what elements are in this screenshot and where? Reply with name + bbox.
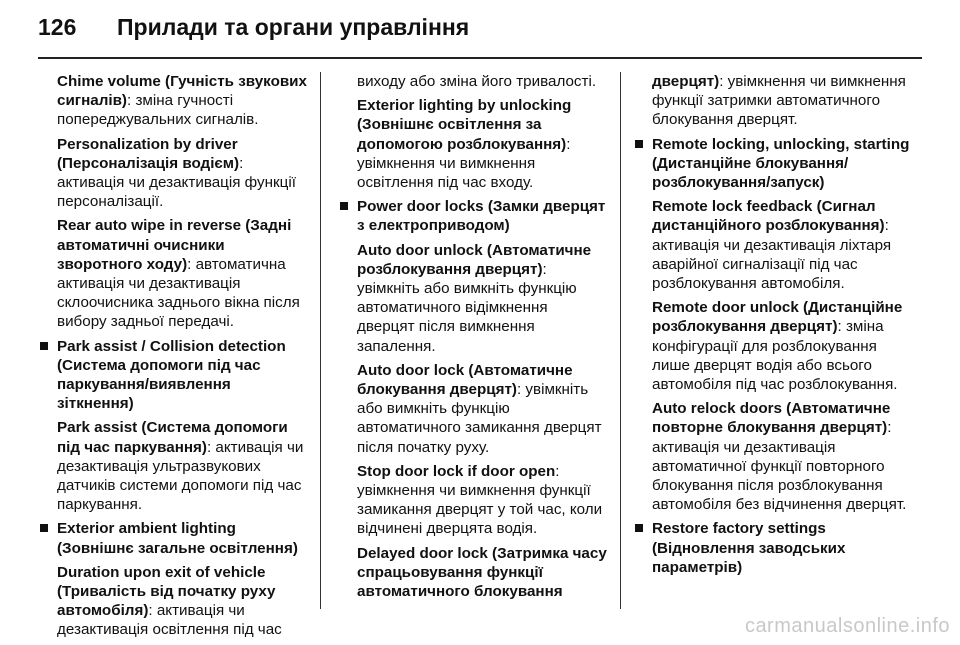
section-heading-text: Remote locking, unlocking, starting (Дистанційне блокування/розблокування/запуск) [652,135,910,192]
bullet-square-icon [635,524,643,532]
setting-entry [652,72,912,130]
setting-entry [357,544,609,602]
setting-description: : зміна конфігурації для розблокування лише дверцят водія або всього автомобіля під час розблокування. [652,318,898,394]
setting-entry [57,418,309,514]
setting-description: : автоматична активація чи дезактивація склоочисника заднього вікна після вибору задньої передачі. [57,255,300,331]
setting-entry [357,72,609,91]
page-header [0,0,960,56]
setting-name: дверцят) [652,73,720,90]
setting-entry [357,241,609,356]
text-column-3 [652,72,912,582]
setting-description: : увімкнення чи вимкнення функції замикання дверцят у той час, коли відчинені дверцята водія. [357,462,603,538]
section-heading [357,197,609,235]
setting-name: Park assist (Система допомоги під час паркування) [57,419,288,456]
setting-name: Rear auto wipe in reverse (Задні автоматичні очисники зворотного ходу) [57,217,292,273]
setting-name: Auto relock doors (Автоматичне повторне блокування дверцят) [652,400,891,437]
watermark: carmanualsonline.info [744,615,950,637]
setting-name: Stop door lock if door open [357,462,556,480]
setting-name: Remote lock feedback (Сигнал дистанційного розблокування) [652,198,885,235]
header-rule [38,57,922,59]
bullet-square-icon [40,342,48,350]
bullet-square-icon [40,524,48,532]
text-column-2 [357,72,609,606]
setting-description: виходу або зміна його тривалості. [357,73,597,90]
setting-description: : активація чи дезактивація освітлення під час [57,602,282,639]
bullet-square-icon [340,202,348,210]
setting-name: Duration upon exit of vehicle (Тривалість від початку руху автомобіля) [57,563,276,620]
setting-name: Delayed door lock (Затримка часу спрацьовування функції автоматичного блокування [357,544,607,601]
setting-description: : зміна гучності попереджувальних сигналів. [57,92,259,129]
setting-entry [652,399,912,514]
setting-entry [357,96,609,192]
setting-entry [57,216,309,331]
bullet-square-icon [635,140,643,148]
section-heading [57,519,309,557]
setting-name: Auto door lock (Автоматичне блокування дверцят) [357,361,573,399]
section-heading [57,337,309,414]
setting-description: : увімкніть або вимкніть функцію автоматичного відімкнення дверцят після вимкнення запалення. [357,260,577,355]
setting-entry [357,361,609,457]
section-heading-text: Power door locks (Замки дверцят з електроприводом) [357,198,606,235]
section-heading-text: Exterior ambient lighting (Зовнішнє загальне освітлення) [57,520,298,557]
setting-name: Auto door unlock (Автоматичне розблокування дверцят) [357,241,592,278]
column-divider [320,72,321,609]
setting-name: Personalization by driver (Персоналізація водієм) [57,135,240,172]
setting-description: : активація чи дезактивація функції персоналізації. [57,154,296,211]
setting-entry [57,72,309,130]
setting-entry [57,563,309,640]
setting-name: Chime volume (Гучність звукових сигналів) [57,73,307,110]
setting-description: : активація чи дезактивація ультразвукових датчиків системи допомоги під час паркування. [57,438,304,514]
column-divider [620,72,621,609]
setting-description: : увімкнення чи вимкнення освітлення під час входу. [357,135,571,192]
section-heading [652,519,912,577]
setting-name: Exterior lighting by unlocking (Зовнішнє освітлення за допомогою розблокування) [357,97,572,153]
section-heading [652,135,912,193]
section-heading-text: Restore factory settings (Відновлення заводських параметрів) [652,520,846,576]
text-column-1 [57,72,309,645]
section-heading-text: Park assist / Collision detection (Система допомоги під час паркування/виявлення зіткнення) [57,337,286,413]
setting-entry [57,135,309,212]
setting-entry [652,197,912,293]
setting-description: : активація чи дезактивація ліхтаря аварійної сигналізації під час розблокування автомобіля. [652,217,892,293]
page-number: 126 [38,14,77,40]
setting-description: : увімкніть або вимкніть функцію автоматичного замикання дверцят після початку руху. [357,381,602,456]
setting-description: : увімкнення чи вимкнення функції затримки автоматичного блокування дверцят. [652,73,906,129]
setting-entry [357,462,609,539]
setting-entry [652,298,912,394]
page-title: Прилади та органи управління [117,14,470,40]
setting-name: Remote door unlock (Дистанційне розблокування дверцят) [652,299,903,336]
setting-description: : активація чи дезактивація автоматичної функції повторного блокування після розблокування автомобіля без відчинення дверцят. [652,419,907,514]
